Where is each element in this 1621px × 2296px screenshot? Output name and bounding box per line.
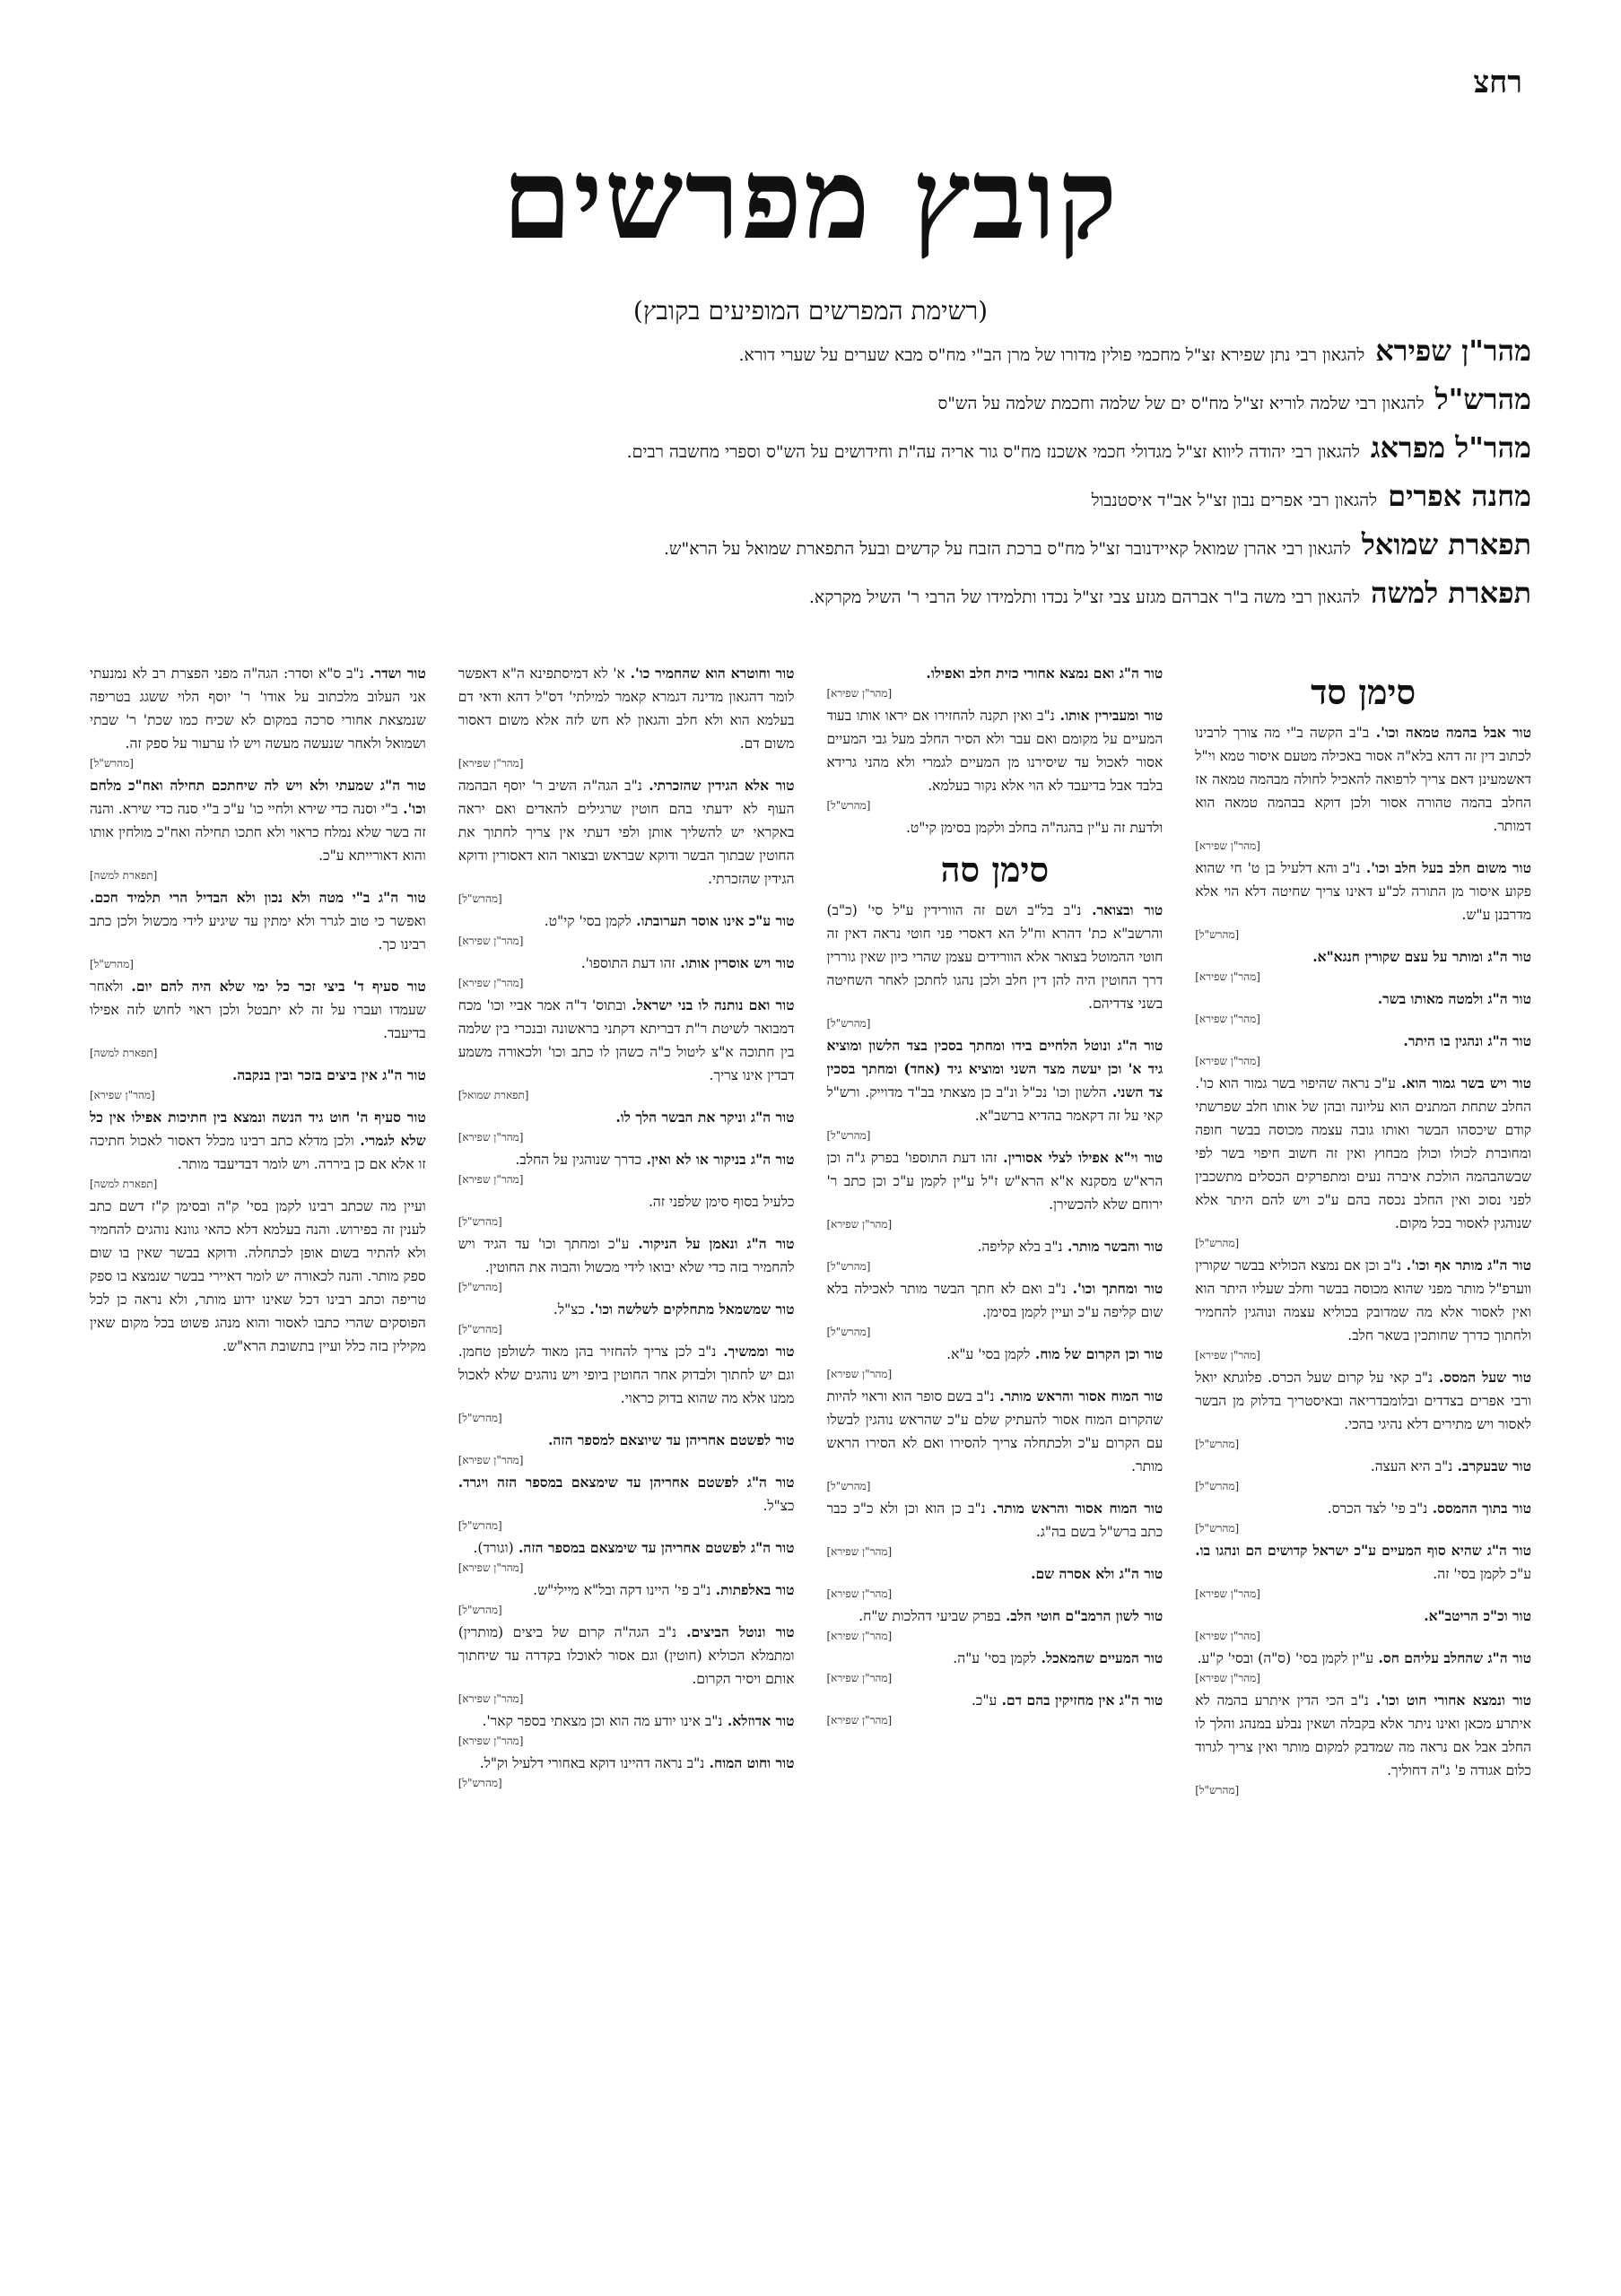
entry-source: [תפארת למשה] — [90, 1178, 158, 1190]
entry-lemma: טור ה"ג לפשטם אחריהן עד שימצאם במספר הזה ויגרד. — [458, 1474, 795, 1491]
commentator-row — [144, 527, 1531, 576]
entry-lemma: טור ה"ג ולמטה מאותו בשר. — [1377, 990, 1531, 1007]
section-title: סימן סה — [940, 849, 1050, 890]
entry-lemma: טור ה"ג ולא אסרה שם. — [1031, 1565, 1163, 1582]
entry-source: [תפארת שמואל] — [458, 1089, 529, 1101]
entry-source: [מהר"ן שפירא] — [90, 1089, 155, 1101]
entry-text: ע"כ נראה שהיפוי בשר גמור הוא כו'. החלב שתחת המתנים הוא עליונה ובהן של אותו חלב שפרשתי קודם שיכסהו הבשר ואותו גובה עצמה מכוסה בבשר חופה ומחוברת לכולו וכולן מבחוץ ואין זה חשוב חיפוי בשר לפי שבשהבהמה הולכת איברה נעים ומתפרקים הכסלים מתשכבין לפני נסוכ ואין החלב נכסה בהם ע"כ ויש להם היתר אלא שנוהגין לאסור בכל מקום. — [1195, 1075, 1531, 1231]
entry-lemma: טור משום חלב בעל חלב וכו'. — [1360, 859, 1531, 876]
entry-text: הלשון וכו' נכ"ל ונ"ב כן מצאתי בב"ד מדוייק. ורש"ל קאי על זה דקאמר בהדיא ברשב"א. — [826, 1084, 1163, 1124]
entry-text: נ"ב הכי הדין איתרע בהמה לא איתרע מכאן ואינו ניתר אלא בקבלה ושאין נבלע במנהג והלך לו החלב אבל אם נראה מה שמדבק למקום מותר ואין צריך לגרוד כלום אגודה פ' ג"ה דחוליך. — [1195, 1692, 1531, 1779]
entry-text: כצ"ל. — [553, 1301, 585, 1318]
commentator-desc: להגאון רבי יהודה ליווא זצ"ל מגדולי חכמי אשכנז מח"ס גור אריה עה"ת וחידושים על הש"ס וספרי מחשבה רבים. — [626, 442, 1360, 462]
commentary-entry — [827, 1647, 1163, 1686]
text-column — [90, 662, 426, 2276]
entry-lemma: טור וחוטרא הוא שהחמיר כו'. — [624, 665, 795, 682]
entry-source: [מהר"ן שפירא] — [1195, 970, 1260, 983]
entry-text: נ"ב הגה"ה קרום של ביצים (מותרין) ומתמלא הכוליא (חוטין) וגם אסור לאוכלו בקדרה עד שיחתוך אותם ויסיר הקרום. — [458, 1624, 795, 1687]
entry-lemma: טור המוח אסור והראש מותר. — [985, 1500, 1163, 1517]
entry-source: [מהרש"ל] — [1195, 1522, 1240, 1535]
entry-source: [מהר"ן שפירא] — [1195, 1055, 1260, 1067]
commentary-entry — [90, 662, 426, 771]
entry-text: ולאחר שעמדו ועברו על זה לא יתבטל ולכן ראוי לחוש לזה אפילו בדיעבד. — [90, 978, 426, 1041]
entry-lemma: טור סעיף ד' ביצי זכר כל ימי שלא היה להם יום. — [123, 978, 426, 995]
entry-source: [מהר"ן שפירא] — [458, 1561, 524, 1574]
entry-lemma: טור שבעקרב. — [1452, 1457, 1531, 1474]
entry-source: [מהרש"ל] — [826, 1129, 871, 1142]
entry-source: [מהרש"ל] — [826, 1017, 871, 1030]
entry-source: [תפארת למשה] — [90, 869, 158, 882]
entry-text: ולדעת זה ע"ין בהגה"ה בחלב ולקמן בסימן קי"ט. — [905, 820, 1163, 836]
entry-text: נ"ב והא דלעיל בן ט' חי שהוא פקוע איסור מן התורה לכ"ע דאינו צריך שחיטה דלא הוי אלא מדרבנן ע"ש. — [1195, 860, 1531, 923]
entry-text: לקמן בסי' קי"ט. — [544, 913, 632, 929]
entry-lemma: טור ומחתך וכו'. — [1066, 1280, 1163, 1297]
entry-source: [מהרש"ל] — [826, 1260, 871, 1273]
commentary-entry — [458, 1148, 795, 1187]
entry-text: ע"ין לקמן בסי' (ס"ה) ובסי' ק"ע. — [1197, 1650, 1374, 1666]
commentary-entry — [1195, 1254, 1531, 1363]
commentary-entry — [827, 1497, 1163, 1560]
entry-text: נ"ב אינו יודע מה הוא וכן מצאתי בספר קאר'. — [482, 1713, 723, 1729]
entry-source: [מהר"ן שפירא] — [458, 1735, 524, 1747]
entry-text: ולכן מדלא כתב רבינו מכלל דאסור לאכול חתיכה זו אלא אם כן ביררה. ויש לומר דבדיעבד מותר. — [90, 1133, 426, 1172]
commentary-entry — [458, 1190, 795, 1230]
entry-source: [מהר"ן שפירא] — [1195, 839, 1260, 852]
entry-text: לקמן בסי' ע"א. — [946, 1346, 1031, 1362]
entry-source: [מהרש"ל] — [1195, 1784, 1240, 1796]
entry-text: נ"ב ואם לא חתך הבשר מותר לאכילה בלא שום קליפה ע"כ ועיין לקמן בסימן. — [826, 1281, 1163, 1320]
entry-text: נ"ב בשם סופר הוא וראוי להיות שהקרום המוח אסור להעתיק שלם ע"כ שהראש נוהגין לבשלו עם הקרום ע"כ ולכתחלה צריך להסירו ואם לא הסירו הראש מותר. — [826, 1388, 1163, 1474]
entry-text: לקמן בסי' ע"ה. — [953, 1650, 1037, 1666]
commentary-entry — [1195, 1539, 1531, 1602]
entry-lemma: טור המוח אסור והראש מותר. — [994, 1387, 1163, 1405]
commentators-list — [144, 334, 1531, 624]
entry-text: ע"כ. — [971, 1692, 998, 1709]
entry-text: ע"כ ומחתך וכו' עד הגיד ויש להחמיר בזה כדי שלא יבואו לידי מכשול והבוה את החוטין. — [458, 1236, 795, 1275]
entry-text: ואפשר כי טוב לגרר ולא ימתין עד שיגיע לידי מכשול ולכן כתב רבינו כך. — [90, 913, 426, 952]
entry-text: נ"ב בל"ב ושם זה הוורידין ע"ל סי' (כ"ב) והרשב"א כת' דהרא וח"ל הא דאסרי פני חוטי נראה דאין זה חוטי ההמוטל בצואר אלא הוורידים עצמן שהרי כיון שאין גוררין דרך החוטין היה להן דין חלב ולכן נהגו לחתכן לאחר השחיטה בשני צדדיהם. — [826, 902, 1163, 1012]
entry-source: [מהר"ן שפירא] — [458, 935, 524, 947]
entry-lemma: טור לפשטם אחריהן עד שיוצאם למספר הזה. — [547, 1431, 795, 1448]
entry-text: ועיין מה שכתב רבינו לקמן בסי' ק"ה ובסימן ק"ז דשם כתב לענין זה בפירוש. והנה בעלמא דלא כהאי גוונא נוהגים להחמיר ולא להתיר בשום אופן לכתחלה. ודוקא בבשר שאין בו שום ספק מותר. והנה לכאורה יש לומר דאיירי בבשר שנמצא בו ספק טריפה וכתב רבינו דכל שאינו ידוע מותר, ולא נראה כן לכל הפוסקים שהרי כתבו לאסור והוא מנהג פשוט בכל מקום שאין מקילין בזה כלל ועיין בתשובת הרא"ש. — [90, 1198, 426, 1354]
entry-lemma: טור ומעבירין אותו. — [1054, 707, 1163, 724]
commentary-entry — [90, 1195, 426, 1358]
entry-lemma: טור וכן הקרום של מוח. — [1030, 1345, 1163, 1362]
commentary-entry — [90, 774, 426, 883]
entry-source: [מהרש"ל] — [90, 958, 134, 970]
entry-source: [מהר"ן שפירא] — [826, 1545, 893, 1558]
commentary-entry — [1195, 1647, 1531, 1686]
entry-source: [מהר"ן שפירא] — [458, 1692, 524, 1705]
commentary-entry — [1195, 1497, 1531, 1536]
commentary-entry — [827, 1277, 1163, 1340]
entry-source: [מהר"ן שפירא] — [458, 1131, 524, 1144]
entry-lemma: טור ה"ג ונהגין בו היתר. — [1403, 1032, 1531, 1049]
text-column — [458, 662, 795, 2276]
entry-lemma: טור בתוך ההמסס. — [1427, 1500, 1531, 1517]
page-subtitle: (רשימת המפרשים המופיעים בקובץ) — [632, 296, 989, 326]
commentary-entry — [90, 1064, 426, 1103]
entry-source: [מהר"ן שפירא] — [458, 977, 524, 989]
commentary-entry — [827, 1385, 1163, 1494]
entry-source: [מהר"ן שפירא] — [826, 1587, 893, 1600]
entry-source: [מהר"ן שפירא] — [826, 1218, 893, 1231]
entry-source: [מהרש"ל] — [458, 892, 502, 905]
commentator-name: מהרש"ל — [1434, 382, 1531, 416]
entry-text: נ"ב נראה דהיינו דוקא באחורי דלעיל וק"ל. — [479, 1755, 705, 1771]
entry-text: נ"ב וכן אם נמצא הכוליא בבשר שקורין ווערפ"ל מותר מפני שהוא מכוסה בבשר וחלב שעליו היתר הוא ואין לאסור אלא מה שמדובק בכוליא עצמה ונוהגין להחמיר ולחתוך כדרך שחותכין בשאר חלב. — [1195, 1257, 1531, 1344]
entry-lemma: טור וי"א אפילו לצלי אסורין. — [997, 1149, 1163, 1166]
entry-source: [מהרש"ל] — [826, 799, 871, 812]
commentary-entry — [458, 1752, 795, 1791]
entry-source: [מהר"ן שפירא] — [826, 1368, 893, 1380]
commentary-entry — [827, 704, 1163, 813]
entry-source: [מהרש"ל] — [458, 1412, 502, 1424]
entry-text: כלעיל בסוף סימן שלפני זה. — [648, 1194, 795, 1210]
commentator-row — [144, 430, 1531, 479]
entry-source: [מהרש"ל] — [1195, 1480, 1240, 1492]
entry-lemma: טור ה"ג ואם נמצא אחורי כזית חלב ואפילו. — [926, 665, 1163, 682]
commentary-entry — [827, 662, 1163, 701]
entry-text: בפרק שביעי דהלכות ש"ח. — [858, 1608, 1001, 1624]
commentary-entry — [458, 662, 795, 771]
entry-source: [מהרש"ל] — [1195, 1438, 1240, 1450]
entry-text: נ"ב קאי על קרום שעל הכרס. פלוגתא יואל ורבי אפרים בצדדים ובלומבדריאה ובאיסטריך בדלוק מן הבשר לאסור ויש מתירים דלא נהיגי בהכי. — [1195, 1370, 1531, 1432]
entry-text: נ"ב פי' לצד הכרס. — [1327, 1500, 1428, 1517]
entry-source: [מהר"ן שפירא] — [1195, 1672, 1260, 1684]
entry-text: ב"ב הקשה ב"י מה צורך לרבינו לכתוב דין זה דהא בלא"ה אסור באכילה מטעם איסור טמא וי"ל דאשמעינן דאם צריך לרפואה להאכיל לחולה מבהמה טמאה אז החלב בהמה טהורה אסור ולכן דוקא בבהמה טמאה הוא דמותר. — [1195, 725, 1531, 834]
commentator-desc: להגאון רבי משה ב"ר אברהם מגזע צבי זצ"ל נכדו ותלמידו של הרבי ר' השיל מקרקא. — [808, 587, 1361, 607]
entry-lemma: טור וממשיך. — [716, 1343, 795, 1360]
entry-text: נ"ב היא העצה. — [1370, 1458, 1453, 1474]
entry-source: [מהרש"ל] — [826, 1480, 871, 1492]
entry-text: נ"ב ס"א וסדר: הגה"ה מפני הפצרת רב לא נמנעתי אני העלוב מלכתוב על אודו' ר' יוסף הלוי ששגג בטריפה שנמצאת אחורי סרכה במקום לא שכיח כמו שכת' ר' שבתי ושמואל ולאחר שנעשה מעשה ויש לו ערעור על ספק זה. — [90, 665, 426, 752]
entry-lemma: טור ה"ג ב"י מטה ולא נכון ולא הבדיל הרי תלמיד חכם. — [90, 889, 426, 906]
entry-text: נ"ב הגה"ה השיב ר' יוסף הבהמה העוף לא ידעתי בהם חוטין שרגילים להאדים ואם יראה באקראי יש להשליך אותן ולפי דעתי אין צריך לחתוך את החוטין שבתוך הבשר ודוקא שבראש ובצואר הוא דאסורין ודוקא הגידין שהזכרתי. — [458, 778, 795, 887]
commentary-entry — [1195, 1689, 1531, 1798]
entry-source: [מהר"ן שפירא] — [1195, 1587, 1260, 1600]
page-number: רחצ — [1473, 65, 1522, 100]
entry-lemma: טור ה"ג ומותר על עצם שקורין חנגא"א. — [1312, 948, 1531, 965]
entry-source: [מהר"ן שפירא] — [458, 1454, 524, 1466]
commentary-entry — [90, 1106, 426, 1192]
entry-lemma: טור וחוט המוח. — [704, 1754, 795, 1771]
commentary-entry — [827, 1343, 1163, 1382]
entry-lemma: טור ה"ג וניקר את הבשר הלך לו. — [615, 1109, 795, 1126]
entry-lemma: טור ושדר. — [363, 665, 426, 682]
text-column — [1195, 662, 1531, 2276]
entry-text: נ"ב בלא קליפה. — [977, 1239, 1063, 1255]
entry-source: [מהרש"ל] — [826, 1326, 871, 1338]
commentary-entry — [458, 994, 795, 1103]
commentator-name: תפארת למשה — [1371, 576, 1531, 610]
commentary-entry — [458, 1621, 795, 1707]
entry-source: [מהרש"ל] — [458, 1323, 502, 1335]
commentator-desc: להגאון רבי שלמה לוריא זצ"ל מח"ס ים של שלמה וחכמת שלמה על הש"ס — [937, 394, 1425, 413]
entry-source: [מהרש"ל] — [90, 757, 134, 770]
commentary-entry — [1195, 1455, 1531, 1494]
entry-text: נ"ב פי' היינו דקה ובל"א מיילי"ש. — [533, 1582, 711, 1598]
entry-source: [מהר"ן שפירא] — [1195, 1349, 1260, 1361]
entry-source: [מהר"ן שפירא] — [1195, 1013, 1260, 1025]
entry-text: א' לא דמיסתפינא ה"א דאפשר לומר דהגאון מדינה דגמרא קאמר למילתי' דס"ל דהא ודאי דם בעלמא הוא ולא חלב והגאון לא חש לזה אלא משום דאסור משום דם. — [458, 665, 795, 752]
commentary-entry — [458, 1536, 795, 1576]
entry-source: [מהרש"ל] — [1195, 1237, 1240, 1249]
commentary-entry — [1195, 1072, 1531, 1251]
entry-lemma: טור ונמצא אחורי חוט וכו'. — [1368, 1692, 1531, 1709]
entry-text: נ"ב לכן צריך להחזיר בהן מאוד לשולפן טחמן. וגם יש לחתוך ולבדוק אחר החוטין ביופי ויש נוהגים שלא לאכול ממנו אלא מה שהוא בדוק כראוי. — [458, 1344, 795, 1406]
entry-text: זהו דעת התוספו'. — [580, 955, 675, 971]
commentary-entry — [827, 1689, 1163, 1728]
commentary-entry — [458, 1709, 795, 1749]
commentator-name: מהר"ן שפירא — [1375, 334, 1531, 368]
commentator-row — [144, 479, 1531, 527]
entry-source: [מהר"ן שפירא] — [826, 1630, 893, 1642]
entry-lemma: טור שמשמאל מתחלקים לשלשה וכו'. — [584, 1300, 795, 1318]
entry-lemma: טור אבל בהמה טמאה וכו'. — [1369, 724, 1531, 741]
entry-lemma: טור ונוטל הביצים. — [676, 1623, 795, 1640]
commentary-entry — [458, 952, 795, 991]
commentary-entry — [827, 899, 1163, 1031]
entry-source: [מהרש"ל] — [458, 1604, 502, 1616]
entry-lemma: טור ה"ג ונוטל הלחיים בידו ומחתך בסכין בצד הלשון ומוציא גיד א' וכן יעשה מצד השני ומוציא גיד (אחד) ומחתך בסכין צד השני. — [826, 1037, 1163, 1100]
commentary-entry — [90, 975, 426, 1061]
section-title: סימן סד — [1311, 672, 1416, 712]
commentary-entry — [827, 1034, 1163, 1144]
commentary-entry — [827, 1146, 1163, 1232]
entry-lemma: טור ה"ג שמעתי ולא ויש לה שיחתכם תחילה ואח"כ מלחם וכו'. — [90, 777, 426, 817]
entry-source: [מהר"ן שפירא] — [826, 1672, 893, 1684]
entry-lemma: טור ויש בשר גמור הוא. — [1395, 1074, 1531, 1091]
entry-source: [מהר"ן שפירא] — [826, 687, 893, 700]
entry-lemma: טור והבשר מותר. — [1062, 1238, 1163, 1255]
commentary-entry — [458, 1340, 795, 1426]
commentary-entry — [1195, 857, 1531, 943]
entry-lemma: טור ואם נותנה לו בני ישראל. — [625, 996, 795, 1013]
entry-text: כדרך שנוהגין על החלב. — [515, 1152, 642, 1168]
entry-lemma: טור אלא הגידין שהזכרתי. — [641, 777, 795, 794]
entry-lemma: טור ה"ג אין מחזיקין בהם דם. — [997, 1692, 1163, 1709]
entry-source: [מהר"ן שפירא] — [458, 1173, 524, 1186]
commentary-entry — [458, 909, 795, 949]
commentary-entry — [458, 1106, 795, 1145]
commentary-entry — [827, 1235, 1163, 1274]
entry-lemma: טור ה"ג שהיא סוף המעיים ע"כ ישראל קדושים הם ונהגו בו. — [1195, 1542, 1531, 1559]
entry-source: [מהר"ן שפירא] — [1195, 1630, 1260, 1642]
entry-lemma: טור ובצואר. — [1081, 901, 1163, 918]
commentator-desc: להגאון רבי אהרן שמואל קאיידנובר זצ"ל מח"ס ברכת הזבח על קדשים ובעל התפארת שמואל על הרא"ש. — [663, 539, 1351, 559]
commentary-entry — [1195, 1366, 1531, 1452]
commentator-name: מהר"ל מפראג — [1370, 430, 1531, 465]
entry-lemma: טור ויש אוסרין אותו. — [675, 954, 795, 971]
commentary-entry — [458, 1578, 795, 1618]
entry-lemma: טור ה"ג אין ביצים בזכר ובין בנקבה. — [231, 1066, 426, 1083]
entry-lemma: טור ה"ג לפשטם אחריהן עד שימצאם במספר הזה. — [513, 1539, 795, 1556]
entry-lemma: טור באלפתות. — [710, 1581, 795, 1598]
entry-text: ב"י וסנה כדי שירא ולחיי כו' ע"כ ב"י סנה כדי שירא. והנה זה בשר שלא נמלח כראוי ולא חתכו תחילה ואח"כ מולחין אותו והוא דאורייתא ע"כ. — [90, 801, 426, 864]
entry-lemma: טור אדוזלא. — [722, 1712, 795, 1729]
entry-lemma: טור וכ"כ הריטב"א. — [1424, 1607, 1531, 1624]
entry-text: זהו דעת התוספו' בפרק ג"ה וכן הרא"ש מסקנא א"א הרא"ש ז"ל ע"ין לקמן ע"כ וכן כתב ר' ירוחם שלא להכשירן. — [826, 1150, 1163, 1213]
commentary-entry — [827, 816, 1163, 839]
commentator-name: מחנה אפרים — [1388, 479, 1531, 513]
entry-lemma: טור ה"ג שהחלב עליהם חס. — [1373, 1649, 1531, 1666]
entry-lemma: טור ה"ג בניקור או לא ואין. — [641, 1151, 795, 1168]
entry-lemma: טור המעיים שהמאכל. — [1036, 1649, 1163, 1666]
commentary-entry — [1195, 1030, 1531, 1069]
entry-source: [מהרש"ל] — [458, 1777, 502, 1789]
entry-lemma: טור לשון הרמב"ם חוטי הלב. — [1000, 1607, 1163, 1624]
entry-source: [מהרש"ל] — [1195, 928, 1240, 941]
commentator-row — [144, 382, 1531, 430]
entry-lemma: טור ה"ג ונאמן על הניקור. — [629, 1235, 795, 1252]
page-title: קובץ מפרשים — [501, 135, 1120, 265]
commentary-entry — [90, 886, 426, 972]
entry-source: [מהרש"ל] — [458, 1281, 502, 1293]
entry-source: [מהר"ן שפירא] — [826, 1714, 893, 1726]
commentator-row — [144, 334, 1531, 382]
commentary-entry — [1195, 1605, 1531, 1644]
entry-lemma: טור ע"כ אינו אוסר תערובתו. — [631, 912, 795, 929]
entry-source: [מהר"ן שפירא] — [458, 757, 524, 770]
commentary-entry — [1195, 987, 1531, 1027]
commentator-desc: להגאון רבי נתן שפירא זצ"ל מחכמי פולין מדורו של מרן הב"י מח"ס מבא שערים על שערי דורא. — [738, 345, 1365, 365]
entry-text: ע"כ לקמן בסי' זה. — [1433, 1566, 1531, 1582]
entry-source: [תפארת למשה] — [90, 1047, 158, 1059]
entry-source: [מהרש"ל] — [458, 1215, 502, 1228]
commentary-entry — [458, 1232, 795, 1295]
commentator-row — [144, 576, 1531, 624]
text-column — [827, 662, 1163, 2276]
commentator-desc: להגאון רבי אפרים נבון זצ"ל אב"ד איסטנבול — [1091, 491, 1378, 510]
entry-text: כצ"ל. — [763, 1498, 795, 1514]
entry-lemma: טור סעיף ה' חוט גיד הנשה ונמצא בין חתיכות אפילו אין כל שלא לגמרי. — [90, 1109, 426, 1149]
text-columns — [90, 662, 1531, 2276]
commentary-entry — [827, 1562, 1163, 1602]
commentary-entry — [458, 1298, 795, 1337]
commentary-entry — [458, 1471, 795, 1534]
commentary-entry — [827, 1605, 1163, 1644]
entry-text: נ"ב ואין תקנה להחזירו אם יראו אותו בעוד המעיים על מקומם ואם עבר ולא הסיר החלב מעל גבי המעיים אסור לאכול עד שיסירנו מן המעיים לגמרי ולא מהני גרידא בלבד אבל בדיעבד לא הוי אלא נקור בעלמא. — [826, 708, 1163, 794]
entry-text: (וגורד). — [473, 1540, 514, 1556]
entry-lemma: טור שעל המסס. — [1433, 1369, 1531, 1386]
entry-text: ובתוס' ד"ה אמר אביי וכו' מכח דמבואר לשיטת ר"ת דבריתא דקתני בראשונה ובנכרי בין שלמה בין חתוכה א"צ ליטול כ"ה כשהן לו כתב וכו' ולכאורה משמע דבדין אינו צריך. — [458, 997, 795, 1083]
entry-text: נ"ב כן הוא וכן ולא כ"כ כבר כתב ברש"ל בשם בה"ג. — [826, 1500, 1163, 1540]
commentary-entry — [1195, 945, 1531, 985]
commentary-entry — [1195, 721, 1531, 854]
commentary-entry — [458, 1429, 795, 1468]
commentator-name: תפארת שמואל — [1361, 527, 1531, 561]
commentary-entry — [458, 774, 795, 907]
entry-lemma: טור ה"ג מותר אף וכו'. — [1401, 1257, 1531, 1274]
entry-source: [מהרש"ל] — [458, 1519, 502, 1532]
